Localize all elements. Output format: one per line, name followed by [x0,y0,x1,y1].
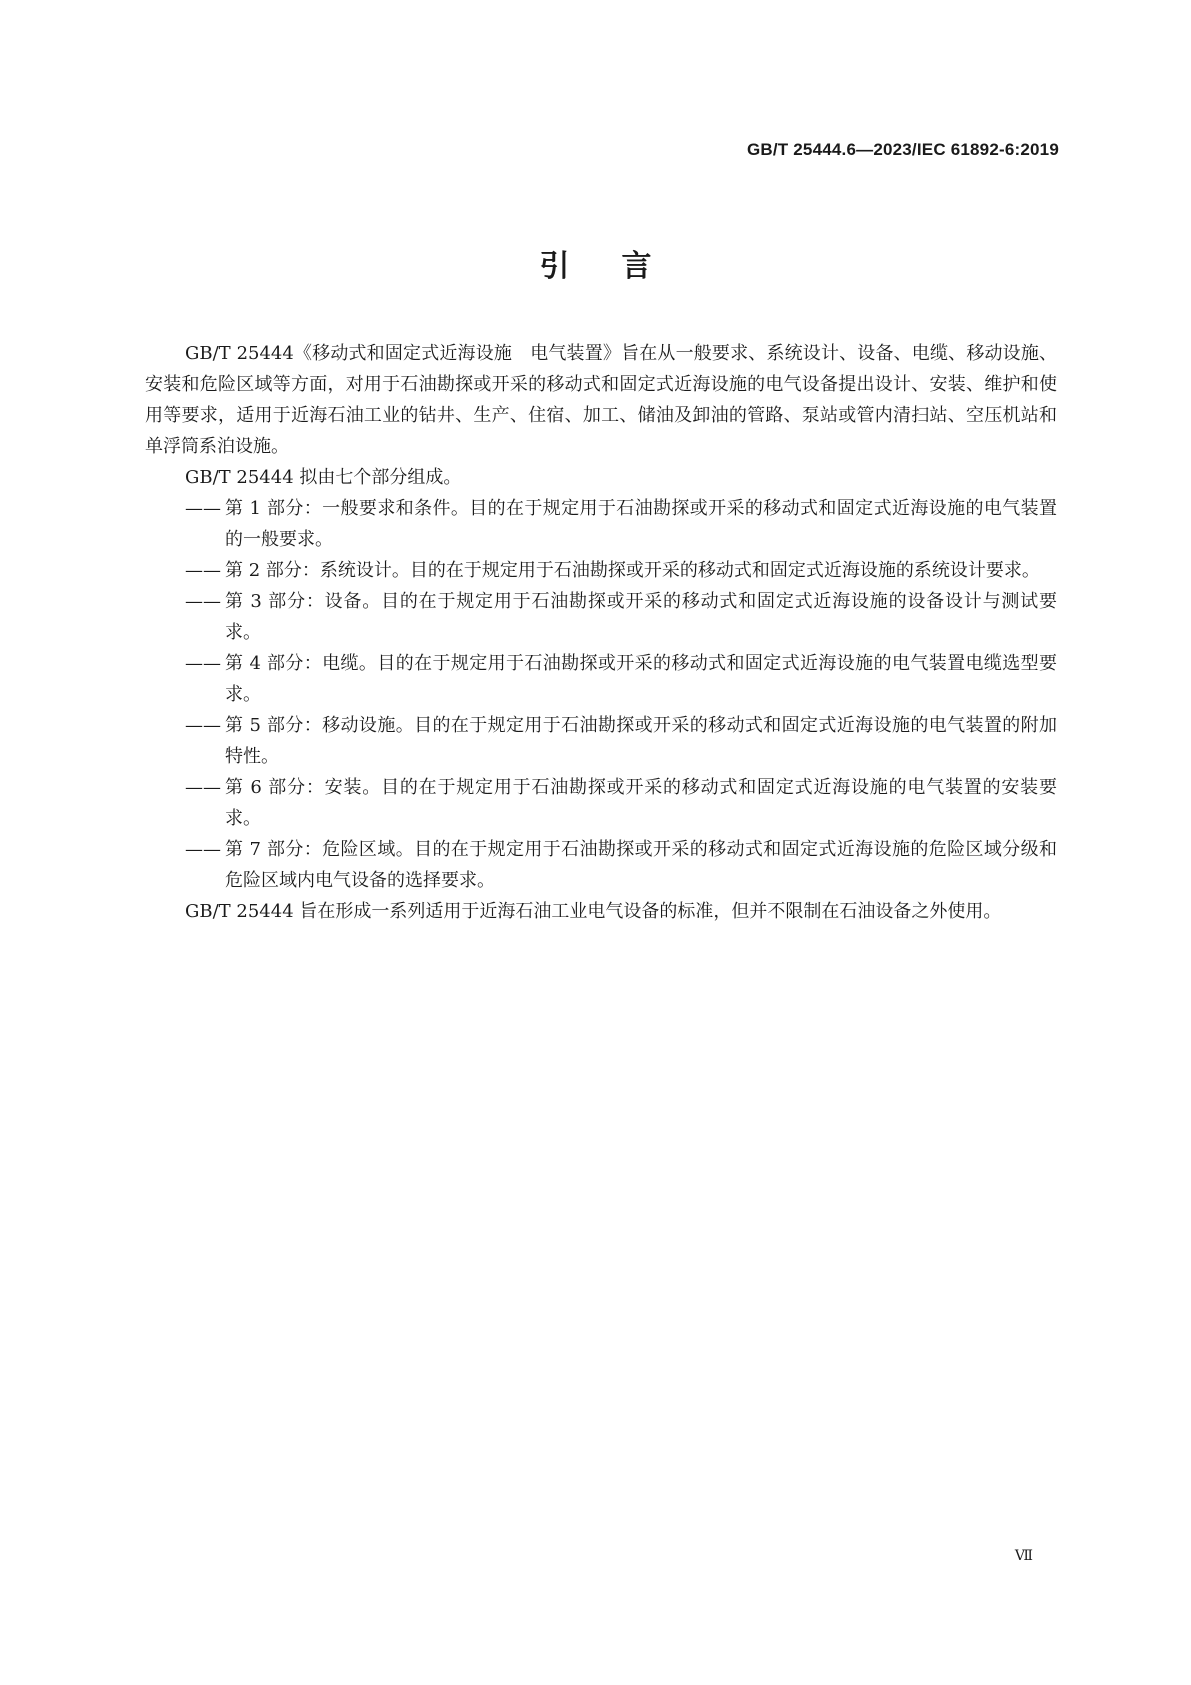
list-item-text: 第 2 部分：系统设计。目的在于规定用于石油勘探或开采的移动式和固定式近海设施的系统设计要求。 [225,560,1040,581]
list-item-part-4 [145,648,1057,710]
list-item-text: 第 7 部分：危险区域。目的在于规定用于石油勘探或开采的移动式和固定式近海设施的危险区域分级和危险区域内电气设备的选择要求。 [225,839,1057,891]
list-item-text: 第 3 部分：设备。目的在于规定用于石油勘探或开采的移动式和固定式近海设施的设备设计与测试要求。 [225,591,1057,643]
list-item-text: 第 1 部分：一般要求和条件。目的在于规定用于石油勘探或开采的移动式和固定式近海设施的电气装置的一般要求。 [225,498,1057,550]
dash-marker: —— [185,591,221,612]
dash-marker: —— [185,715,221,736]
page-number: Ⅶ [1014,1548,1033,1564]
page-title: 引言 [539,249,704,284]
list-item-part-6 [145,772,1057,834]
list-item-part-5 [145,710,1057,772]
main-content [145,338,1057,927]
list-item-part-7 [145,834,1057,896]
dash-marker: —— [185,777,221,798]
list-item-text: 第 5 部分：移动设施。目的在于规定用于石油勘探或开采的移动式和固定式近海设施的电气装置的附加特性。 [225,715,1057,767]
standard-number-header: GB/T 25444.6—2023/IEC 61892-6:2019 [746,140,1059,159]
closing-paragraph: GB/T 25444 旨在形成一系列适用于近海石油工业电气设备的标准，但并不限制在石油设备之外使用。 [185,901,1002,922]
intro-paragraph: GB/T 25444《移动式和固定式近海设施 电气装置》旨在从一般要求、系统设计、设备、电缆、移动设施、安装和危险区域等方面，对用于石油勘探或开采的移动式和固定式近海设施的电气设备提出设计、安装、维护和使用等要求，适用于近海石油工业的钻井、生产、住宿、加工、储油及卸油的管路、泵站或管内清扫站、空压机站和单浮筒系泊设施。 [145,343,1057,457]
list-item-text: 第 4 部分：电缆。目的在于规定用于石油勘探或开采的移动式和固定式近海设施的电气装置电缆选型要求。 [225,653,1057,705]
list-item-part-1 [145,493,1057,555]
dash-marker: —— [185,498,221,519]
dash-marker: —— [185,653,221,674]
dash-marker: —— [185,839,221,860]
list-item-text: 第 6 部分：安装。目的在于规定用于石油勘探或开采的移动式和固定式近海设施的电气装置的安装要求。 [225,777,1057,829]
dash-marker: —— [185,560,221,581]
list-item-part-2 [145,555,1057,586]
composition-paragraph: GB/T 25444 拟由七个部分组成。 [185,467,462,488]
list-item-part-3 [145,586,1057,648]
